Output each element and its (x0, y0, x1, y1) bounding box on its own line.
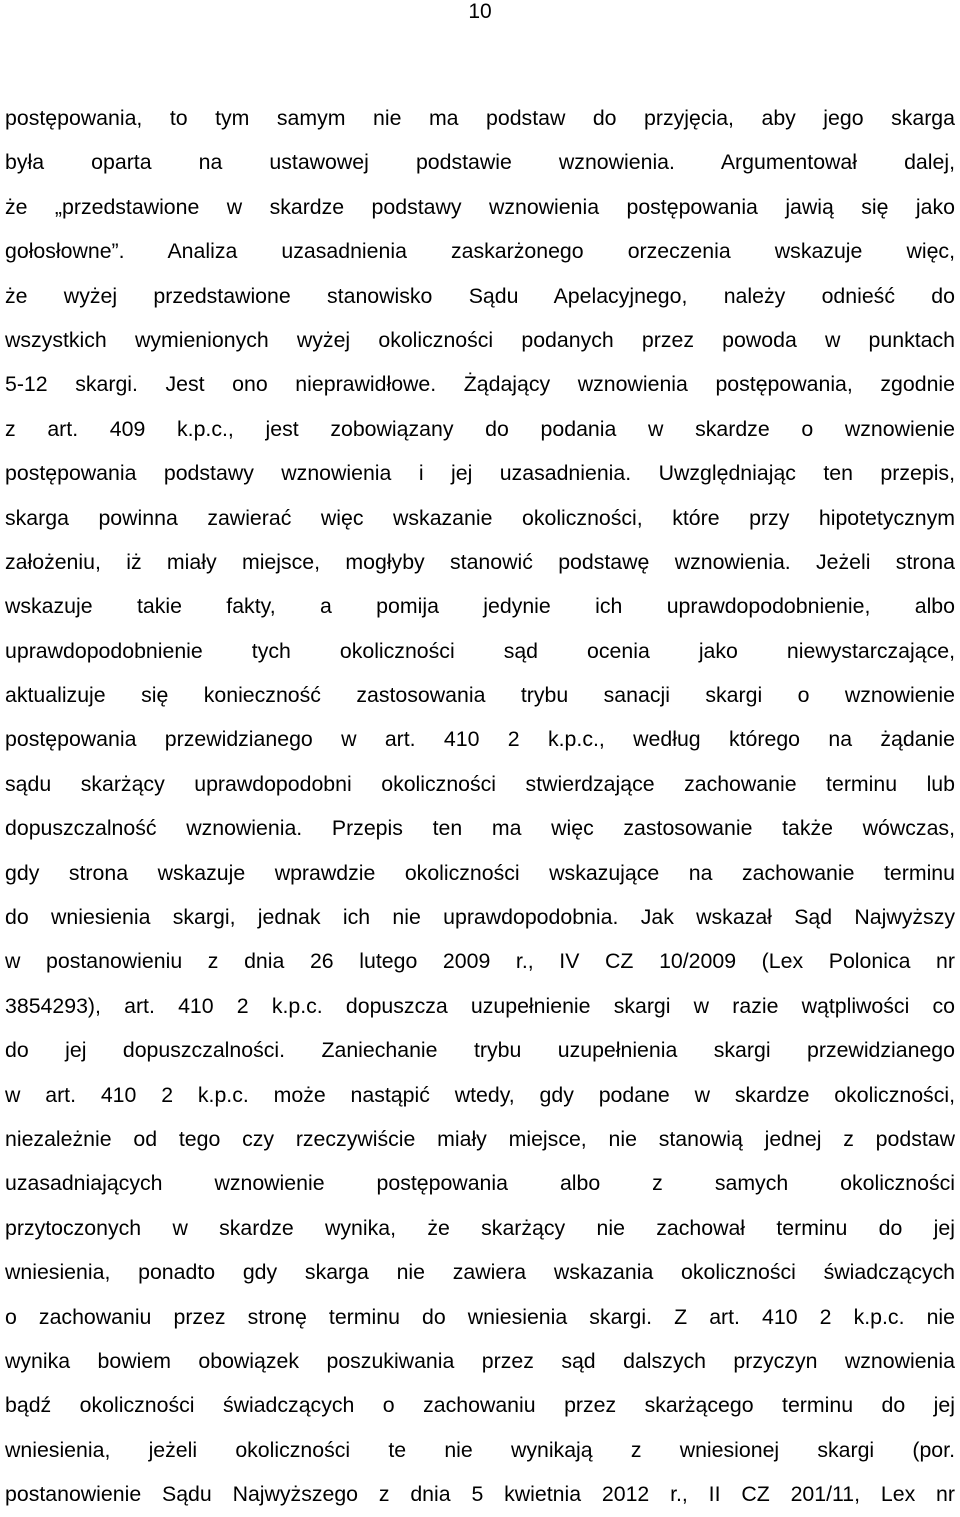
text-line: postępowania podstawy wznowienia i jej uzasadnienia. Uwzględniając ten przepis, (5, 461, 955, 486)
text-line: dopuszczalność wznowienia. Przepis ten ma więc zastosowanie także wówczas, (5, 816, 955, 841)
page-number: 10 (468, 0, 492, 23)
text-line: 5-12 skargi. Jest ono nieprawidłowe. Żądający wznowienia postępowania, zgodnie (5, 372, 955, 397)
text-line: skarga powinna zawierać więc wskazanie okoliczności, które przy hipotetycznym (5, 505, 955, 530)
text-line: w art. 410 2 k.p.c. może nastąpić wtedy, gdy podane w skardze okoliczności, (5, 1082, 955, 1107)
text-line: 3854293), art. 410 2 k.p.c. dopuszcza uzupełnienie skargi w razie wątpliwości co (5, 993, 955, 1018)
text-line: aktualizuje się konieczność zastosowania trybu sanacji skargi o wznowienie (5, 683, 955, 708)
text-line: wniesienia, jeżeli okoliczności te nie wynikają z wniesionej skargi (por. (5, 1437, 955, 1462)
text-line: postanowienie Sądu Najwyższego z dnia 5 kwietnia 2012 r., II CZ 201/11, Lex nr (5, 1482, 955, 1507)
text-line: wszystkich wymienionych wyżej okoliczności podanych przez powoda w punktach (5, 327, 955, 352)
text-line: gołosłowne”. Analiza uzasadnienia zaskarżonego orzeczenia wskazuje więc, (5, 239, 955, 264)
text-line: do jej dopuszczalności. Zaniechanie trybu uzupełnienia skargi przewidzianego (5, 1038, 955, 1063)
text-line: bądź okoliczności świadczących o zachowaniu przez skarżącego terminu do jej (5, 1393, 955, 1418)
text-line: o zachowaniu przez stronę terminu do wniesienia skargi. Z art. 410 2 k.p.c. nie (5, 1304, 955, 1329)
text-line: wskazuje takie fakty, a pomija jedynie ich uprawdopodobnienie, albo (5, 594, 955, 619)
text-line: założeniu, iż miały miejsce, mogłyby stanowić podstawę wznowienia. Jeżeli strona (5, 549, 955, 574)
text-line: że „przedstawione w skardze podstawy wznowienia postępowania jawią się jako (5, 194, 955, 219)
text-line: uprawdopodobnienie tych okoliczności sąd ocenia jako niewystarczające, (5, 638, 955, 663)
text-line: wniesienia, ponadto gdy skarga nie zawiera wskazania okoliczności świadczących (5, 1260, 955, 1285)
text-line: niezależnie od tego czy rzeczywiście miały miejsce, nie stanowią jednej z podstaw (5, 1126, 955, 1151)
text-line: wynika bowiem obowiązek poszukiwania przez sąd dalszych przyczyn wznowienia (5, 1348, 955, 1373)
text-line: była oparta na ustawowej podstawie wznowienia. Argumentował dalej, (5, 150, 955, 175)
text-line: z art. 409 k.p.c., jest zobowiązany do podania w skardze o wznowienie (5, 416, 955, 441)
text-line: sądu skarżący uprawdopodobni okoliczności stwierdzające zachowanie terminu lub (5, 771, 955, 796)
text-line: że wyżej przedstawione stanowisko Sądu Apelacyjnego, należy odnieść do (5, 283, 955, 308)
text-line: w postanowieniu z dnia 26 lutego 2009 r., IV CZ 10/2009 (Lex Polonica nr (5, 949, 955, 974)
text-line: do wniesienia skargi, jednak ich nie uprawdopodobnia. Jak wskazał Sąd Najwyższy (5, 905, 955, 930)
text-line: gdy strona wskazuje wprawdzie okoliczności wskazujące na zachowanie terminu (5, 860, 955, 885)
text-line: uzasadniających wznowienie postępowania albo z samych okoliczności (5, 1171, 955, 1196)
text-line: postępowania przewidzianego w art. 410 2 k.p.c., według którego na żądanie (5, 727, 955, 752)
text-line: postępowania, to tym samym nie ma podstaw do przyjęcia, aby jego skarga (5, 106, 955, 130)
document-body (5, 96, 955, 1517)
text-line: przytoczonych w skardze wynika, że skarżący nie zachował terminu do jej (5, 1215, 955, 1240)
